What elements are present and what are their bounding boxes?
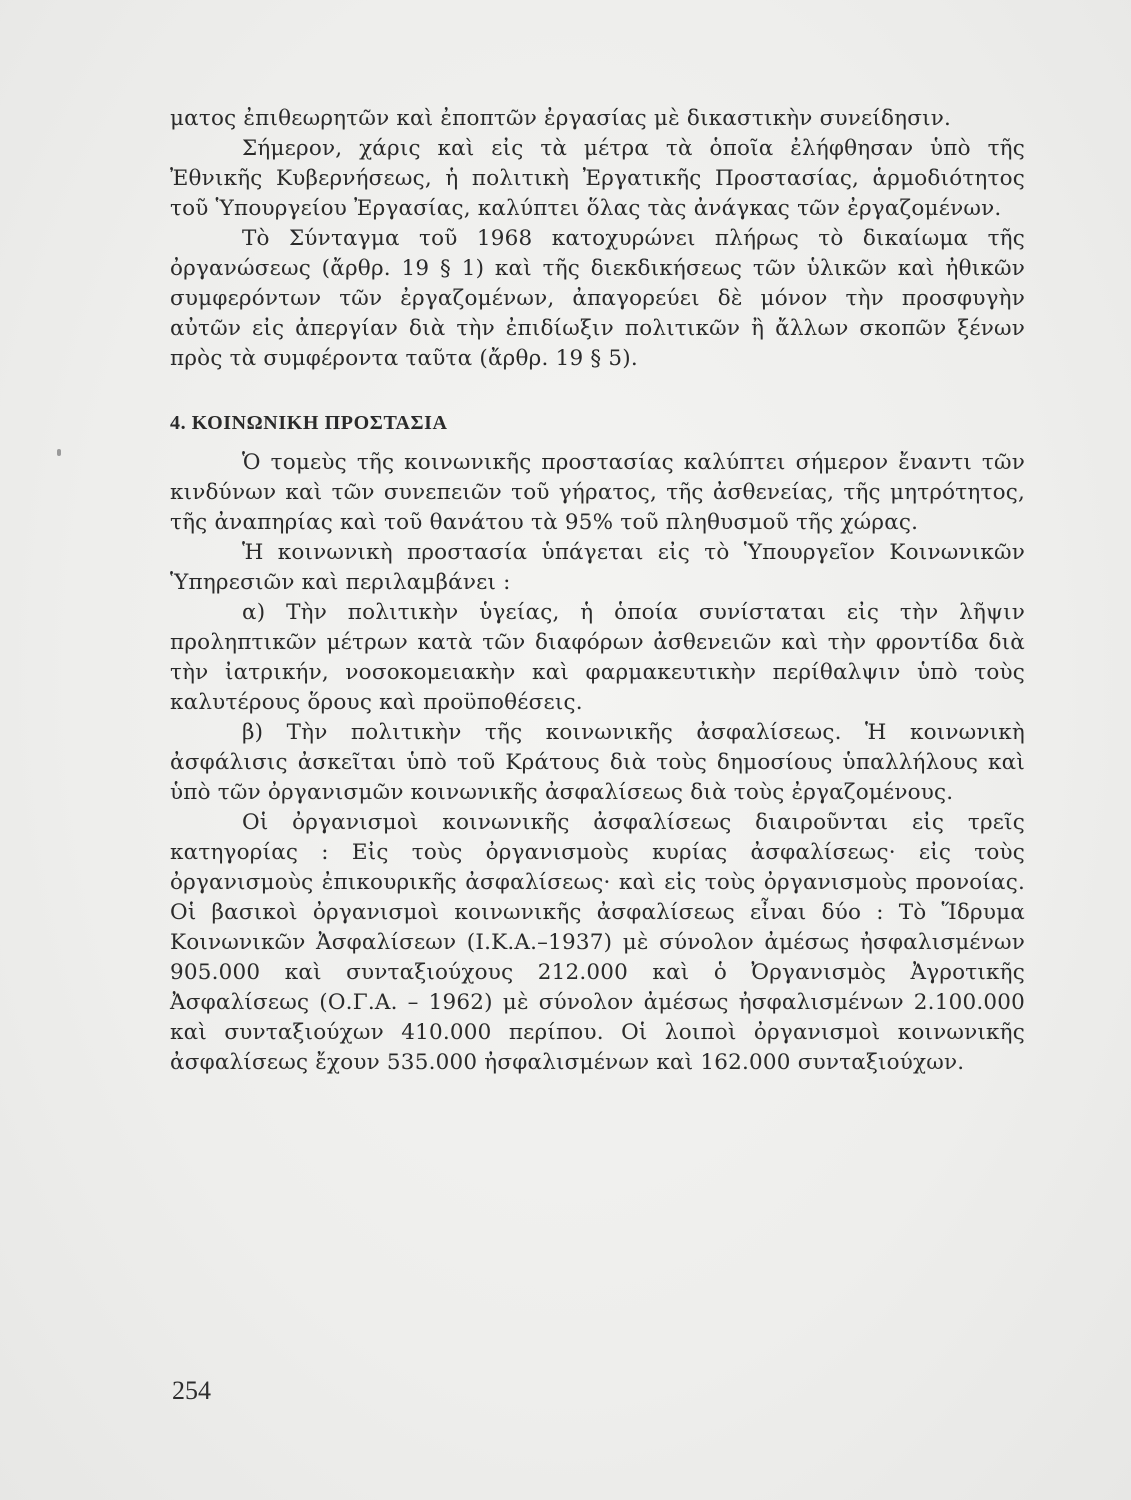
- list-item-insurance-policy: β) Τὴν πολιτικὴν τῆς κοινωνικῆς ἀσφαλίσεως. Ἡ κοινωνικὴ ἀσφάλισις ἀσκεῖται ὑπὸ τοῦ Κράτους διὰ τοὺς δημοσίους ὑπαλλήλους καὶ ὑπὸ τῶν ὀργανισμῶν κοινωνικῆς ἀσφαλίσεως διὰ τοὺς ἐργαζομένους.: [170, 720, 1025, 805]
- page-number: 254: [172, 1376, 211, 1405]
- section-heading: 4. ΚΟΙΝΩΝΙΚΗ ΠΡΟΣΤΑΣΙΑ: [170, 412, 448, 434]
- body-text: [170, 104, 1025, 1078]
- list-item-health-policy: α) Τὴν πολιτικὴν ὑγείας, ἡ ὁποία συνίσταται εἰς τὴν λῆψιν προληπτικῶν μέτρων κατὰ τῶν διαφόρων ἀσθενειῶν καὶ τὴν φροντίδα διὰ τὴν ἰατρικήν, νοσοκομειακὴν καὶ φαρμακευτικὴν περίθαλψιν ὑπὸ τοὺς καλυτέρους ὅρους καὶ προϋποθέσεις.: [170, 600, 1025, 715]
- paragraph-insurance-organizations: Οἱ ὀργανισμοὶ κοινωνικῆς ἀσφαλίσεως διαιροῦνται εἰς τρεῖς κατηγορίας : Εἰς τοὺς ὀργανισμοὺς κυρίας ἀσφαλίσεως· εἰς τοὺς ὀργανισμοὺς ἐπικουρικῆς ἀσφαλίσεως· καὶ εἰς τοὺς ὀργανισμοὺς προνοίας. Οἱ βασικοὶ ὀργανισμοὶ κοινωνικῆς ἀσφαλίσεως εἶναι δύο : Τὸ Ἵδρυμα Κοινωνικῶν Ἀσφαλίσεων (Ι.Κ.Α.–1937) μὲ σύνολον ἀμέσως ἠσφαλισμένων 905.000 καὶ συνταξιούχους 212.000 καὶ ὁ Ὀργανισμὸς Ἀγροτικῆς Ἀσφαλίσεως (Ο.Γ.Α. – 1962) μὲ σύνολον ἀμέσως ἠσφαλισμένων 2.100.000 καὶ συνταξιούχων 410.000 περίπου. Οἱ λοιποὶ ὀργανισμοὶ κοινωνικῆς ἀσφαλίσεως ἔχουν 535.000 ἠσφαλισμένων καὶ 162.000 συνταξιούχων.: [170, 810, 1025, 1075]
- paragraph-social-protection-sector: Ὁ τομεὺς τῆς κοινωνικῆς προστασίας καλύπτει σήμερον ἔναντι τῶν κινδύνων καὶ τῶν συνεπειῶν τοῦ γήρατος, τῆς ἀσθενείας, τῆς μητρότητος, τῆς ἀναπηρίας καὶ τοῦ θανάτου τὰ 95% τοῦ πληθυσμοῦ τῆς χώρας.: [170, 450, 1025, 535]
- paper-speck: [57, 449, 61, 456]
- paragraph-continuation: ματος ἐπιθεωρητῶν καὶ ἐποπτῶν ἐργασίας μὲ δικαστικὴν συνείδησιν.: [170, 106, 952, 131]
- paragraph-labour-protection: Σήμερον, χάρις καὶ εἰς τὰ μέτρα τὰ ὁποῖα ἐλήφθησαν ὑπὸ τῆς Ἐθνικῆς Κυβερνήσεως, ἡ πολιτικὴ Ἐργατικῆς Προστασίας, ἁρμοδιότητος τοῦ Ὑπουργείου Ἐργασίας, καλύπτει ὅλας τὰς ἀνάγκας τῶν ἐργαζομένων.: [170, 136, 1025, 221]
- paragraph-constitution: Τὸ Σύνταγμα τοῦ 1968 κατοχυρώνει πλήρως τὸ δικαίωμα τῆς ὀργανώσεως (ἄρθρ. 19 § 1) καὶ τῆς διεκδικήσεως τῶν ὑλικῶν καὶ ἠθικῶν συμφερόντων τῶν ἐργαζομένων, ἀπαγορεύει δὲ μόνον τὴν προσφυγὴν αὐτῶν εἰς ἀπεργίαν διὰ τὴν ἐπιδίωξιν πολιτικῶν ἢ ἄλλων σκοπῶν ξένων πρὸς τὰ συμφέροντα ταῦτα (ἄρθρ. 19 § 5).: [170, 226, 1025, 371]
- paragraph-ministry: Ἡ κοινωνικὴ προστασία ὑπάγεται εἰς τὸ Ὑπουργεῖον Κοινωνικῶν Ὑπηρεσιῶν καὶ περιλαμβάνει :: [170, 540, 1025, 595]
